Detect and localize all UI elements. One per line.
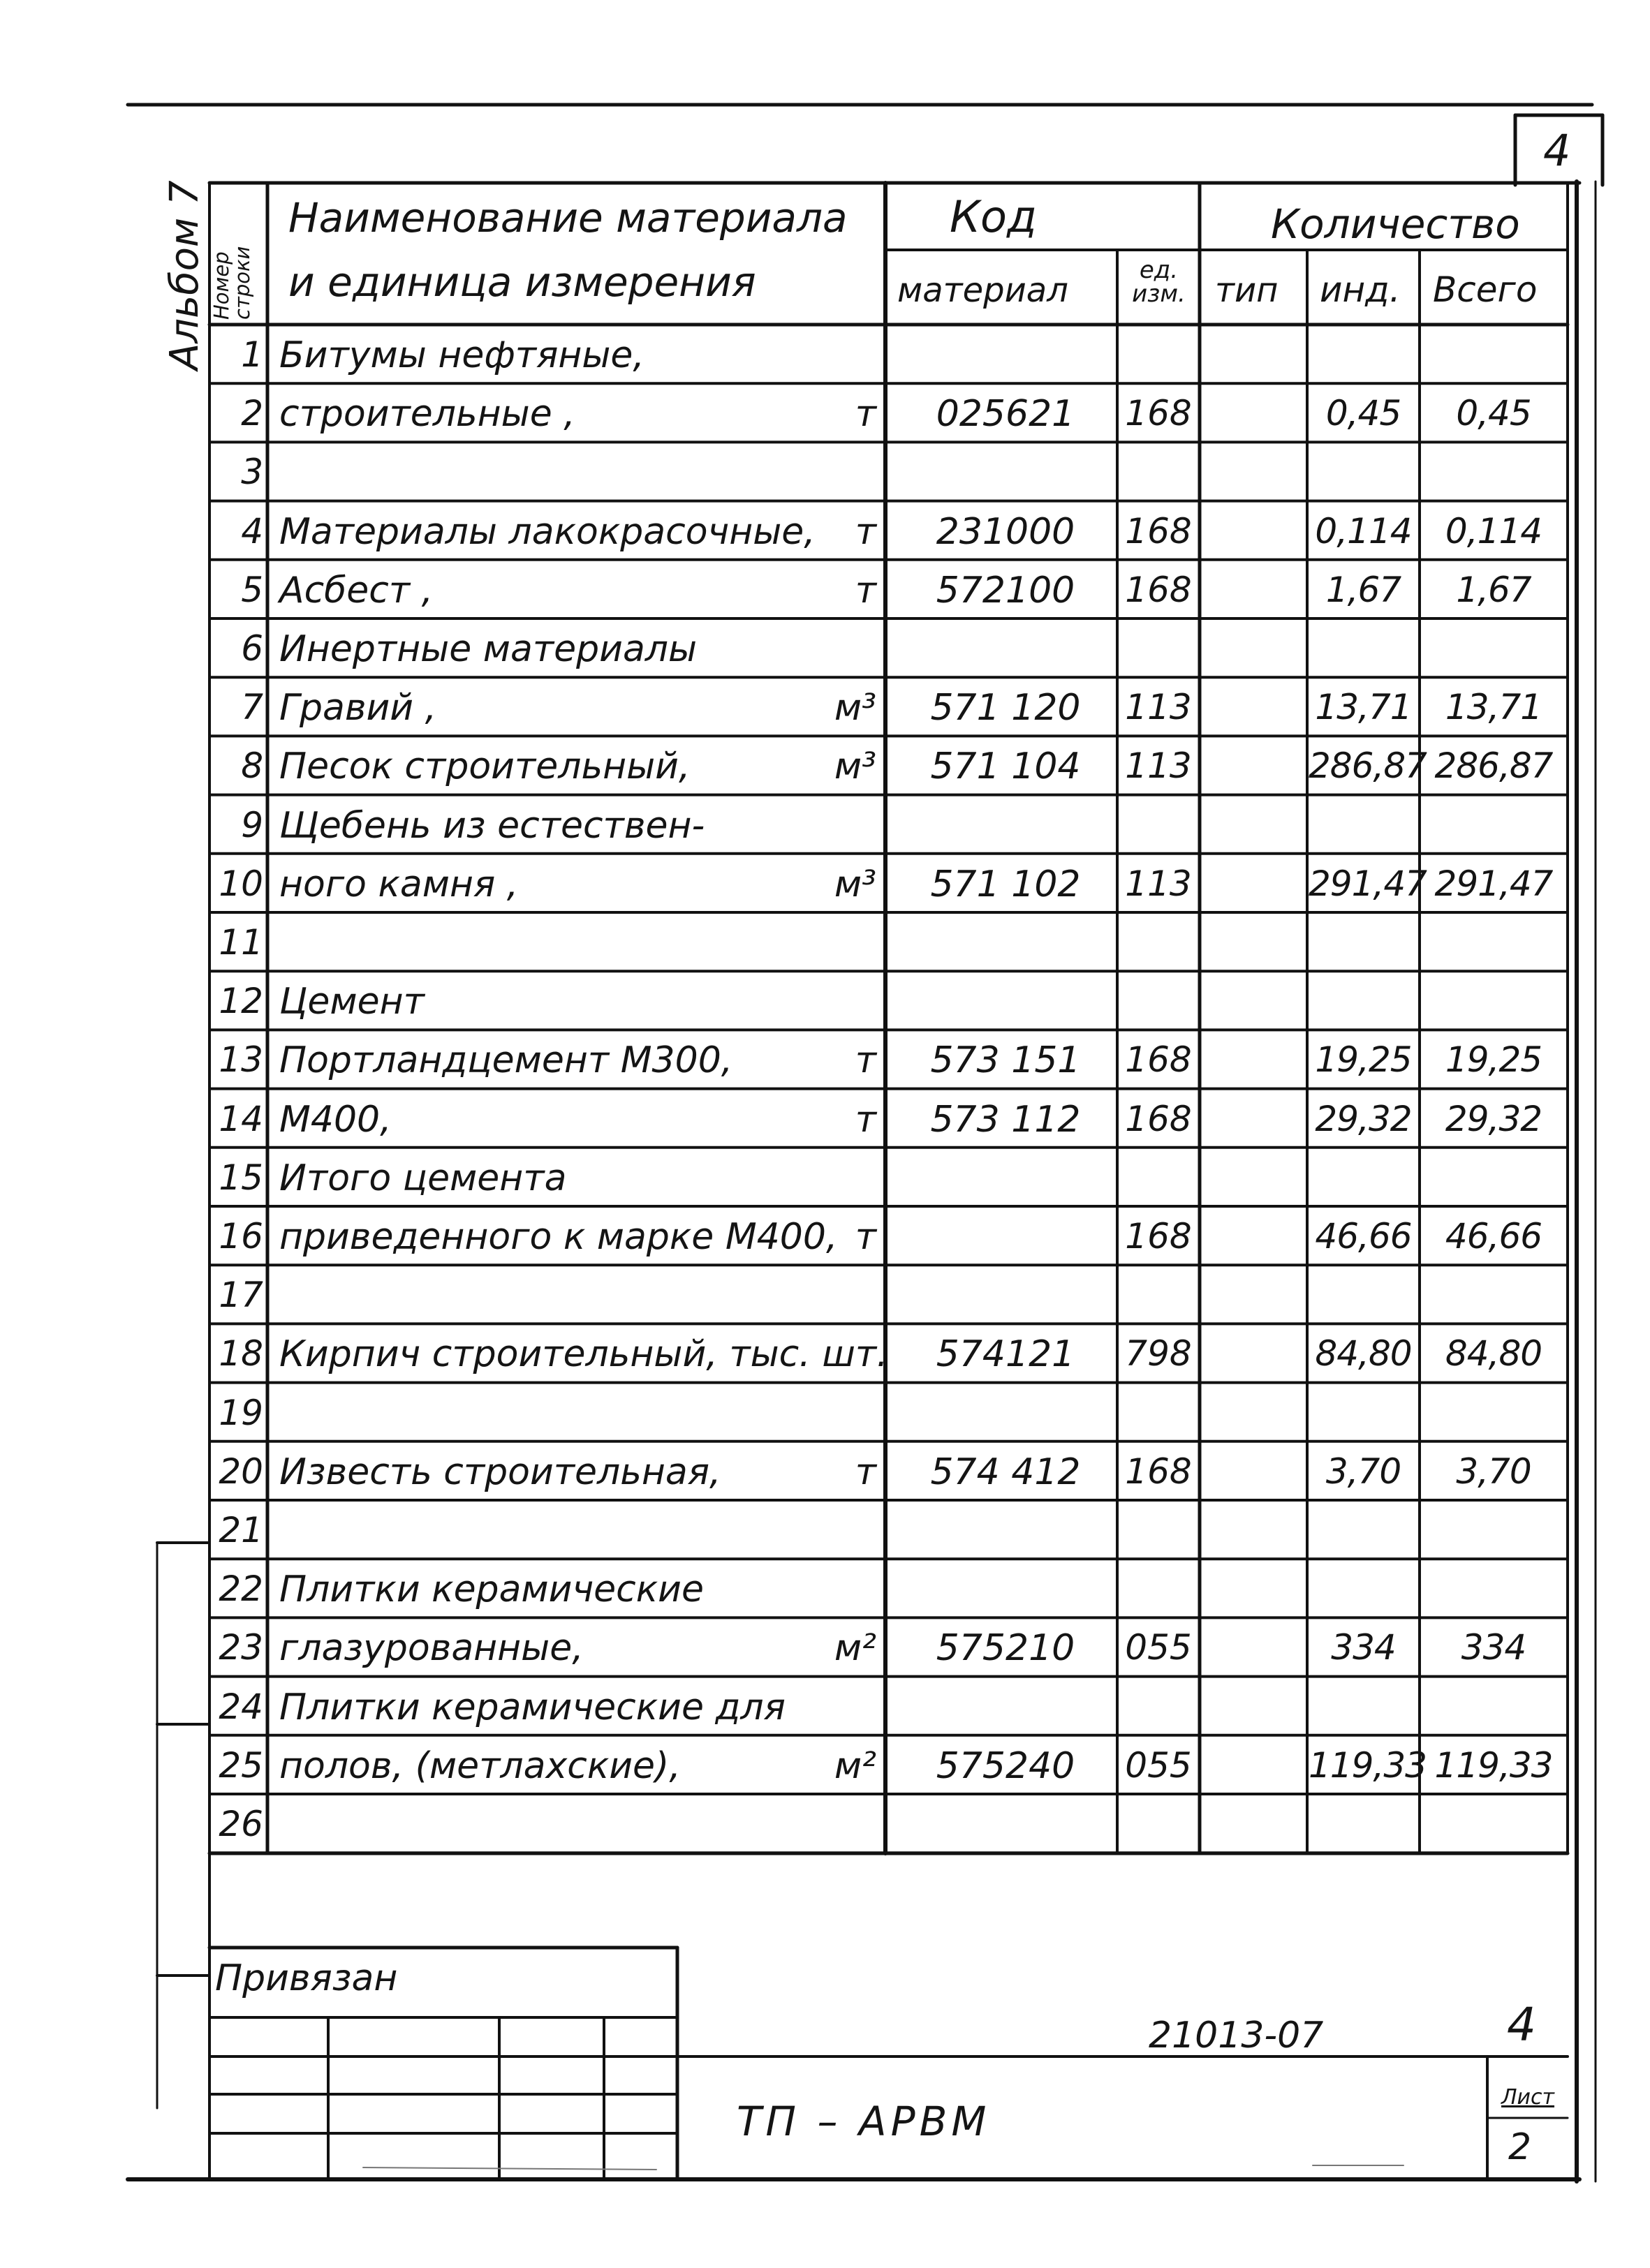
document-code: 21013-07 (1149, 2015, 1324, 2056)
corner-sheet-number: 4 (1543, 125, 1571, 176)
material-code: 575210 (936, 1627, 1075, 1670)
material-code: 571 120 (930, 687, 1081, 729)
row-number: 17 (219, 1275, 263, 1316)
stamp-sheet-number: 4 (1507, 1998, 1536, 2052)
unit-code: 168 (1125, 510, 1192, 551)
unit: м³ (834, 746, 876, 788)
unit-code: 168 (1125, 1098, 1192, 1139)
material-name: Песок строительный, (279, 746, 691, 788)
row-number: 19 (219, 1392, 263, 1433)
material-name: Портландцемент М300, (279, 1039, 733, 1082)
quantity-ind: 19,25 (1315, 1039, 1412, 1081)
row-number: 16 (219, 1216, 263, 1257)
unit: м³ (834, 687, 876, 729)
row-number: 20 (219, 1451, 263, 1492)
material-name: строительные , (279, 393, 575, 436)
row-number: 1 (241, 334, 263, 375)
quantity-total-header: Всего (1433, 269, 1538, 310)
row-number: 18 (219, 1333, 263, 1374)
quantity-total: 334 (1461, 1627, 1526, 1668)
row-number: 3 (241, 452, 263, 493)
unit-code: 168 (1125, 569, 1192, 610)
unit: т (855, 1216, 876, 1258)
row-number: 24 (219, 1686, 263, 1727)
material-name: Кирпич строительный, тыс. шт. (279, 1333, 888, 1376)
material-name: Материалы лакокрасочные, (279, 510, 816, 553)
quantity-ind: 29,32 (1315, 1098, 1412, 1139)
quantity-ind-header: инд. (1320, 269, 1401, 310)
row-number: 10 (219, 863, 263, 904)
material-code: 571 104 (930, 746, 1081, 788)
material-name: Инертные материалы (279, 628, 698, 670)
row-number: 12 (219, 981, 263, 1022)
row-number: 7 (241, 687, 263, 728)
sheet-label: Лист (1501, 2085, 1555, 2110)
row-number: 9 (241, 804, 263, 845)
material-code: 575240 (936, 1744, 1075, 1787)
unit-code: 168 (1125, 1039, 1192, 1081)
unit: т (855, 510, 876, 553)
unit: м² (834, 1627, 876, 1670)
material-code: 571 102 (930, 863, 1081, 905)
unit-code: 798 (1125, 1333, 1192, 1374)
material-code: 231000 (936, 510, 1075, 553)
material-name: Битумы нефтяные, (279, 334, 644, 376)
material-name-header-line1: Наименование материала (288, 194, 848, 242)
quantity-ind: 291,47 (1309, 863, 1427, 904)
unit: т (855, 1451, 876, 1493)
material-name: Известь строительная, (279, 1451, 721, 1493)
quantity-total: 84,80 (1445, 1333, 1542, 1374)
material-name: глазурованные, (279, 1627, 584, 1670)
unit-code: 113 (1125, 746, 1192, 787)
quantity-total: 286,87 (1434, 746, 1553, 787)
stamp-sheet-value: 2 (1508, 2126, 1532, 2168)
unit-code: 055 (1125, 1744, 1192, 1786)
row-number: 8 (241, 746, 263, 787)
material-name: Итого цемента (279, 1157, 567, 1199)
unit-code: 168 (1125, 1216, 1192, 1257)
material-name: М400, (279, 1098, 392, 1141)
row-number: 14 (219, 1098, 263, 1139)
quantity-ind: 0,45 (1325, 393, 1401, 434)
quantity-total: 19,25 (1445, 1039, 1542, 1081)
privyazan-label: Привязан (215, 1957, 398, 1999)
material-name: Гравий , (279, 687, 437, 729)
unit: м³ (834, 863, 876, 905)
quantity-total: 46,66 (1445, 1216, 1542, 1257)
title-code: ТП – АРВМ (737, 2098, 991, 2145)
row-number: 21 (219, 1510, 263, 1550)
unit-code: 113 (1125, 687, 1192, 728)
row-number: 13 (219, 1039, 263, 1081)
quantity-total: 0,45 (1456, 393, 1531, 434)
unit-code: 055 (1125, 1627, 1192, 1668)
quantity-total: 0,114 (1445, 510, 1542, 551)
material-name: Плитки керамические для (279, 1686, 786, 1728)
quantity-ind: 286,87 (1309, 746, 1427, 787)
row-number: 4 (241, 510, 263, 551)
unit: т (855, 1098, 876, 1141)
row-number: 11 (219, 922, 263, 963)
quantity-ind: 3,70 (1325, 1451, 1401, 1492)
row-number: 15 (219, 1157, 263, 1198)
material-name-header-line2: и единица измерения (288, 258, 756, 306)
quantity-ind: 334 (1331, 1627, 1396, 1668)
quantity-total: 291,47 (1434, 863, 1553, 904)
row-number: 26 (219, 1804, 263, 1844)
row-number: 5 (241, 569, 263, 610)
material-name: приведенного к марке М400, (279, 1216, 838, 1258)
quantity-total: 119,33 (1434, 1744, 1553, 1786)
row-number-header: Номер строки (209, 246, 255, 320)
unit: м² (834, 1744, 876, 1787)
unit: т (855, 1039, 876, 1082)
quantity-ind: 119,33 (1309, 1744, 1427, 1786)
row-number: 23 (219, 1627, 263, 1668)
material-code: 574121 (936, 1333, 1075, 1376)
quantity-total: 13,71 (1445, 687, 1542, 728)
quantity-ind: 13,71 (1315, 687, 1412, 728)
row-number: 6 (241, 628, 263, 669)
material-name: Цемент (279, 981, 425, 1023)
unit-code: 113 (1125, 863, 1192, 904)
material-code: 573 151 (930, 1039, 1081, 1082)
album-label: Альбом 7 (162, 180, 207, 370)
row-number: 25 (219, 1744, 263, 1786)
code-unit-header: ед. изм. (1132, 256, 1186, 308)
unit: т (855, 569, 876, 612)
row-number: 22 (219, 1569, 263, 1610)
material-code: 572100 (936, 569, 1075, 612)
material-name: Плитки керамические (279, 1569, 704, 1611)
unit: т (855, 393, 876, 436)
unit-code: 168 (1125, 393, 1192, 434)
quantity-ind: 0,114 (1315, 510, 1412, 551)
material-code: 573 112 (930, 1098, 1081, 1141)
material-name: ного камня , (279, 863, 519, 905)
quantity-total: 1,67 (1456, 569, 1531, 610)
material-name: Щебень из естествен- (279, 804, 705, 847)
code-header: Код (950, 191, 1037, 242)
quantity-ind: 46,66 (1315, 1216, 1412, 1257)
material-code: 574 412 (930, 1451, 1081, 1493)
quantity-total: 29,32 (1445, 1098, 1542, 1139)
material-name: полов, (метлахские), (279, 1744, 681, 1787)
code-material-header: материал (897, 271, 1068, 310)
quantity-ind: 84,80 (1315, 1333, 1412, 1374)
material-name: Асбест , (279, 569, 434, 612)
quantity-ind: 1,67 (1325, 569, 1401, 610)
quantity-type-header: тип (1215, 271, 1279, 310)
quantity-header: Количество (1271, 200, 1520, 248)
unit-code: 168 (1125, 1451, 1192, 1492)
quantity-total: 3,70 (1456, 1451, 1531, 1492)
material-code: 025621 (936, 393, 1075, 436)
row-number: 2 (241, 393, 263, 434)
